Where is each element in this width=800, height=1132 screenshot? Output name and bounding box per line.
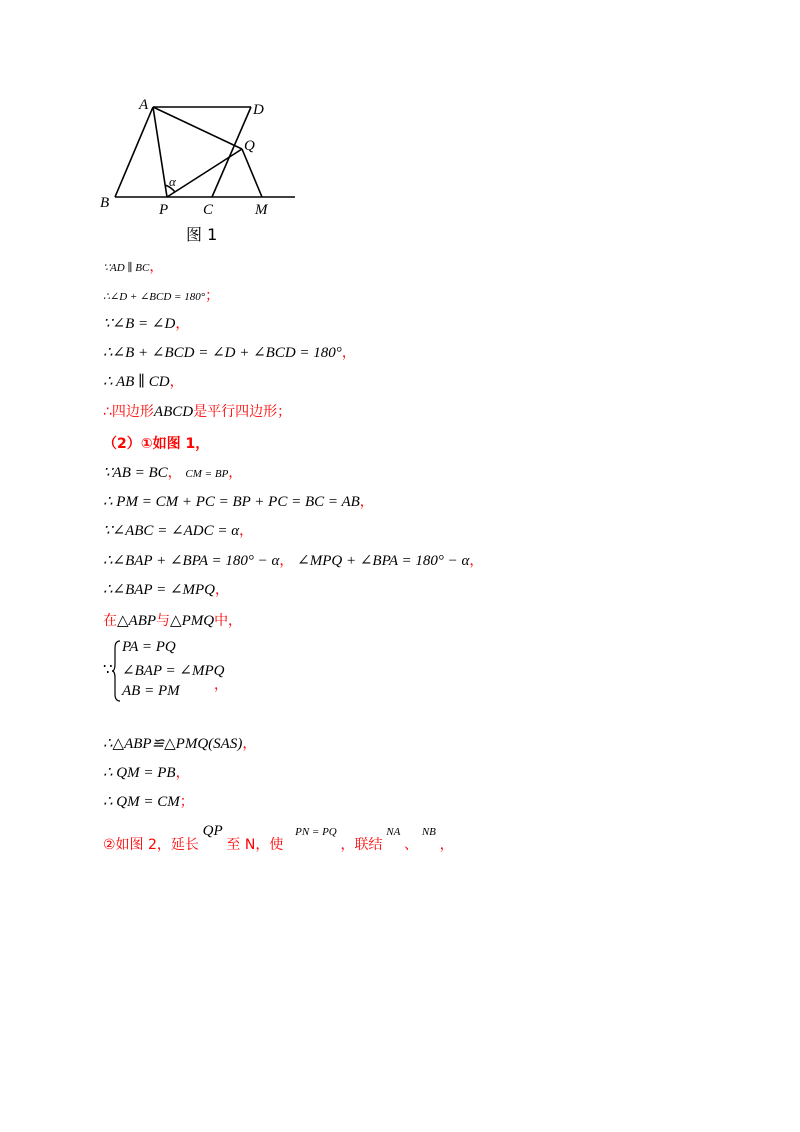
line-10: ∵∠ABC = ∠ADC = α， (103, 523, 254, 539)
label-C: C (203, 202, 214, 217)
line-8: ∵AB = BC， CM = BP， (103, 465, 243, 481)
line-13: 在△ABP与△PMQ中， (103, 613, 243, 629)
line-2: ∴∠D + ∠BCD = 180°； (103, 288, 220, 304)
figure-1 (95, 92, 305, 222)
line-15: ∴ QM = PB， (103, 765, 190, 781)
label-D: D (253, 102, 264, 118)
label-A: A (139, 97, 149, 113)
label-M: M (255, 202, 268, 217)
line-3: ∵∠B = ∠D， (103, 316, 190, 332)
label-alpha: α (169, 174, 176, 189)
line-5: ∴ AB ∥ CD， (103, 374, 184, 390)
line-4: ∴∠B + ∠BCD = ∠D + ∠BCD = 180°， (103, 345, 356, 361)
line-16: ∴ QM = CM； (103, 794, 194, 810)
parallelogram-diagram (95, 92, 305, 217)
system-punct: ， (214, 677, 228, 693)
figure-caption: 图 1 (186, 225, 218, 244)
label-P: P (159, 202, 169, 217)
system-line-1: PA = PQ (122, 639, 176, 655)
segment-pq (167, 149, 242, 197)
segment-ap (153, 107, 167, 197)
line-12: ∴∠BAP = ∠MPQ， (103, 582, 230, 598)
system-line-2: ∠BAP = ∠MPQ (122, 663, 225, 679)
line-14: ∴△ABP≌△PMQ(SAS)， (103, 736, 257, 752)
segment-aq (153, 107, 242, 149)
because-symbol: ∵ (103, 662, 113, 678)
segment-qm (242, 149, 262, 197)
line-9: ∴ PM = CM + PC = BP + PC = BC = AB， (103, 494, 374, 510)
line-7: （2）①如图 1， (103, 436, 210, 452)
line-6: ∴四边形ABCD是平行四边形； (103, 404, 292, 420)
left-brace (112, 640, 122, 702)
line-1: ∵AD ∥ BC， (103, 259, 164, 275)
label-Q: Q (244, 138, 255, 154)
system-line-3: AB = PM (122, 683, 180, 699)
line-11: ∴∠BAP + ∠BPA = 180° − α， ∠MPQ + ∠BPA = 180° − α， (103, 553, 484, 569)
label-B: B (100, 195, 110, 211)
line-17: ②如图 2，延长 QP 至 N，使 $^{PN = PQ}$ ，联结 $^{NA}$ 、 $^{NB}$ ， (103, 823, 454, 853)
segment-ba (115, 107, 153, 197)
